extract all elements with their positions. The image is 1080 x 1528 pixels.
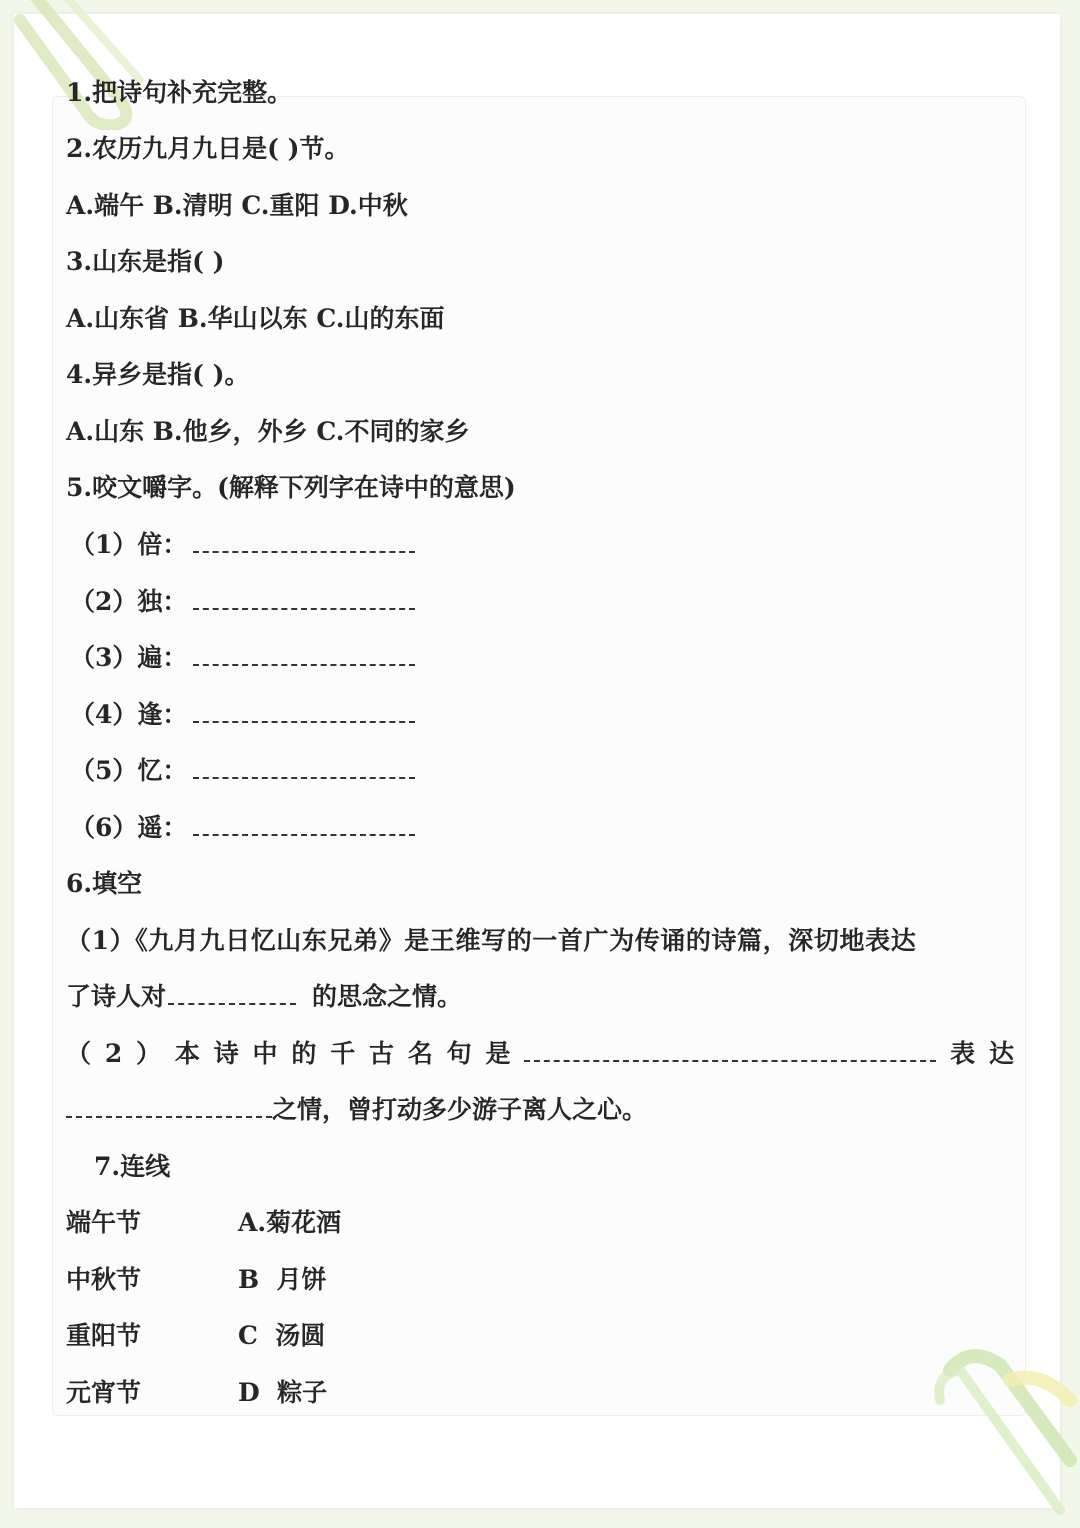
q5-item [70, 754, 415, 788]
festival-item[interactable]: 重阳节 [66, 1321, 142, 1350]
q6-char: 2 [104, 1039, 123, 1068]
q5-item [70, 641, 415, 675]
festival-item[interactable]: 元宵节 [66, 1378, 142, 1407]
q5-item-label: （3）遍： [70, 643, 188, 672]
question-2-options: A.端午 B.清明 C.重阳 D.中秋 [66, 191, 408, 220]
food-item[interactable]: A.菊花酒 [238, 1208, 342, 1237]
q6-char: 的 [291, 1039, 317, 1068]
food-item[interactable]: C 汤圆 [238, 1321, 326, 1350]
q6-char: 诗 [213, 1039, 239, 1068]
paper-clip-icon [0, 0, 170, 130]
q6-part2-text: 之情，曾打动多少游子离人之心。 [272, 1095, 648, 1124]
q5-item-label: （1）倍： [70, 530, 188, 559]
q5-item [70, 698, 415, 732]
question-4-options: A.山东 B.他乡，外乡 C.不同的家乡 [66, 417, 470, 446]
q6-part1-text: 了诗人对 [66, 982, 167, 1011]
q6-char: ） [136, 1039, 162, 1068]
q6-char: 名 [407, 1039, 433, 1068]
question-3: 3.山东是指( ) [66, 247, 225, 276]
q6-char: 本 [174, 1039, 200, 1068]
q6-char: 是 [485, 1039, 511, 1068]
q6-part1-line2 [66, 980, 462, 1014]
q6-char: 句 [446, 1039, 472, 1068]
q5-item [70, 585, 415, 619]
q6-char: 中 [252, 1039, 278, 1068]
answer-blank[interactable] [193, 755, 415, 779]
q6-char: 表 [950, 1039, 976, 1068]
question-6: 6.填空 [66, 869, 143, 898]
answer-blank[interactable] [193, 586, 415, 610]
q6-char: 达 [988, 1039, 1014, 1068]
q5-item [70, 811, 415, 845]
q6-char: 千 [330, 1039, 356, 1068]
festival-item[interactable]: 端午节 [66, 1208, 142, 1237]
answer-blank[interactable] [524, 1038, 936, 1062]
question-3-options: A.山东省 B.华山以东 C.山的东面 [66, 304, 445, 333]
question-1: 1.把诗句补充完整。 [66, 78, 293, 107]
question-4: 4.异乡是指( )。 [66, 360, 250, 389]
q6-part1-text: 的思念之情。 [312, 982, 463, 1011]
answer-blank[interactable] [168, 981, 296, 1005]
answer-blank[interactable] [193, 699, 415, 723]
q5-item-label: （5）忆： [70, 756, 188, 785]
q5-item-label: （4）逢： [70, 700, 188, 729]
q6-char: （ [66, 1039, 92, 1068]
answer-blank[interactable] [193, 812, 415, 836]
q6-part1-line1: （1）《九月九日忆山东兄弟》是王维写的一首广为传诵的诗篇，深切地表达 [66, 926, 917, 955]
answer-blank[interactable] [193, 642, 415, 666]
food-item[interactable]: D 粽子 [238, 1378, 328, 1407]
q6-char: 古 [369, 1039, 395, 1068]
festival-item[interactable]: 中秋节 [66, 1265, 142, 1294]
paper-clip-icon [920, 1340, 1080, 1528]
q5-item-label: （2）独： [70, 587, 188, 616]
answer-blank[interactable] [193, 529, 415, 553]
q6-part2-line2 [66, 1093, 647, 1127]
q5-item-label: （6）遥： [70, 813, 188, 842]
food-item[interactable]: B 月饼 [238, 1265, 327, 1294]
question-7: 7.连线 [94, 1152, 171, 1181]
q6-part2-line1 [66, 1037, 1014, 1071]
q5-item [70, 528, 415, 562]
answer-blank[interactable] [66, 1094, 272, 1118]
question-5: 5.咬文嚼字。(解释下列字在诗中的意思) [66, 473, 516, 502]
question-2: 2.农历九月九日是( )节。 [66, 134, 350, 163]
